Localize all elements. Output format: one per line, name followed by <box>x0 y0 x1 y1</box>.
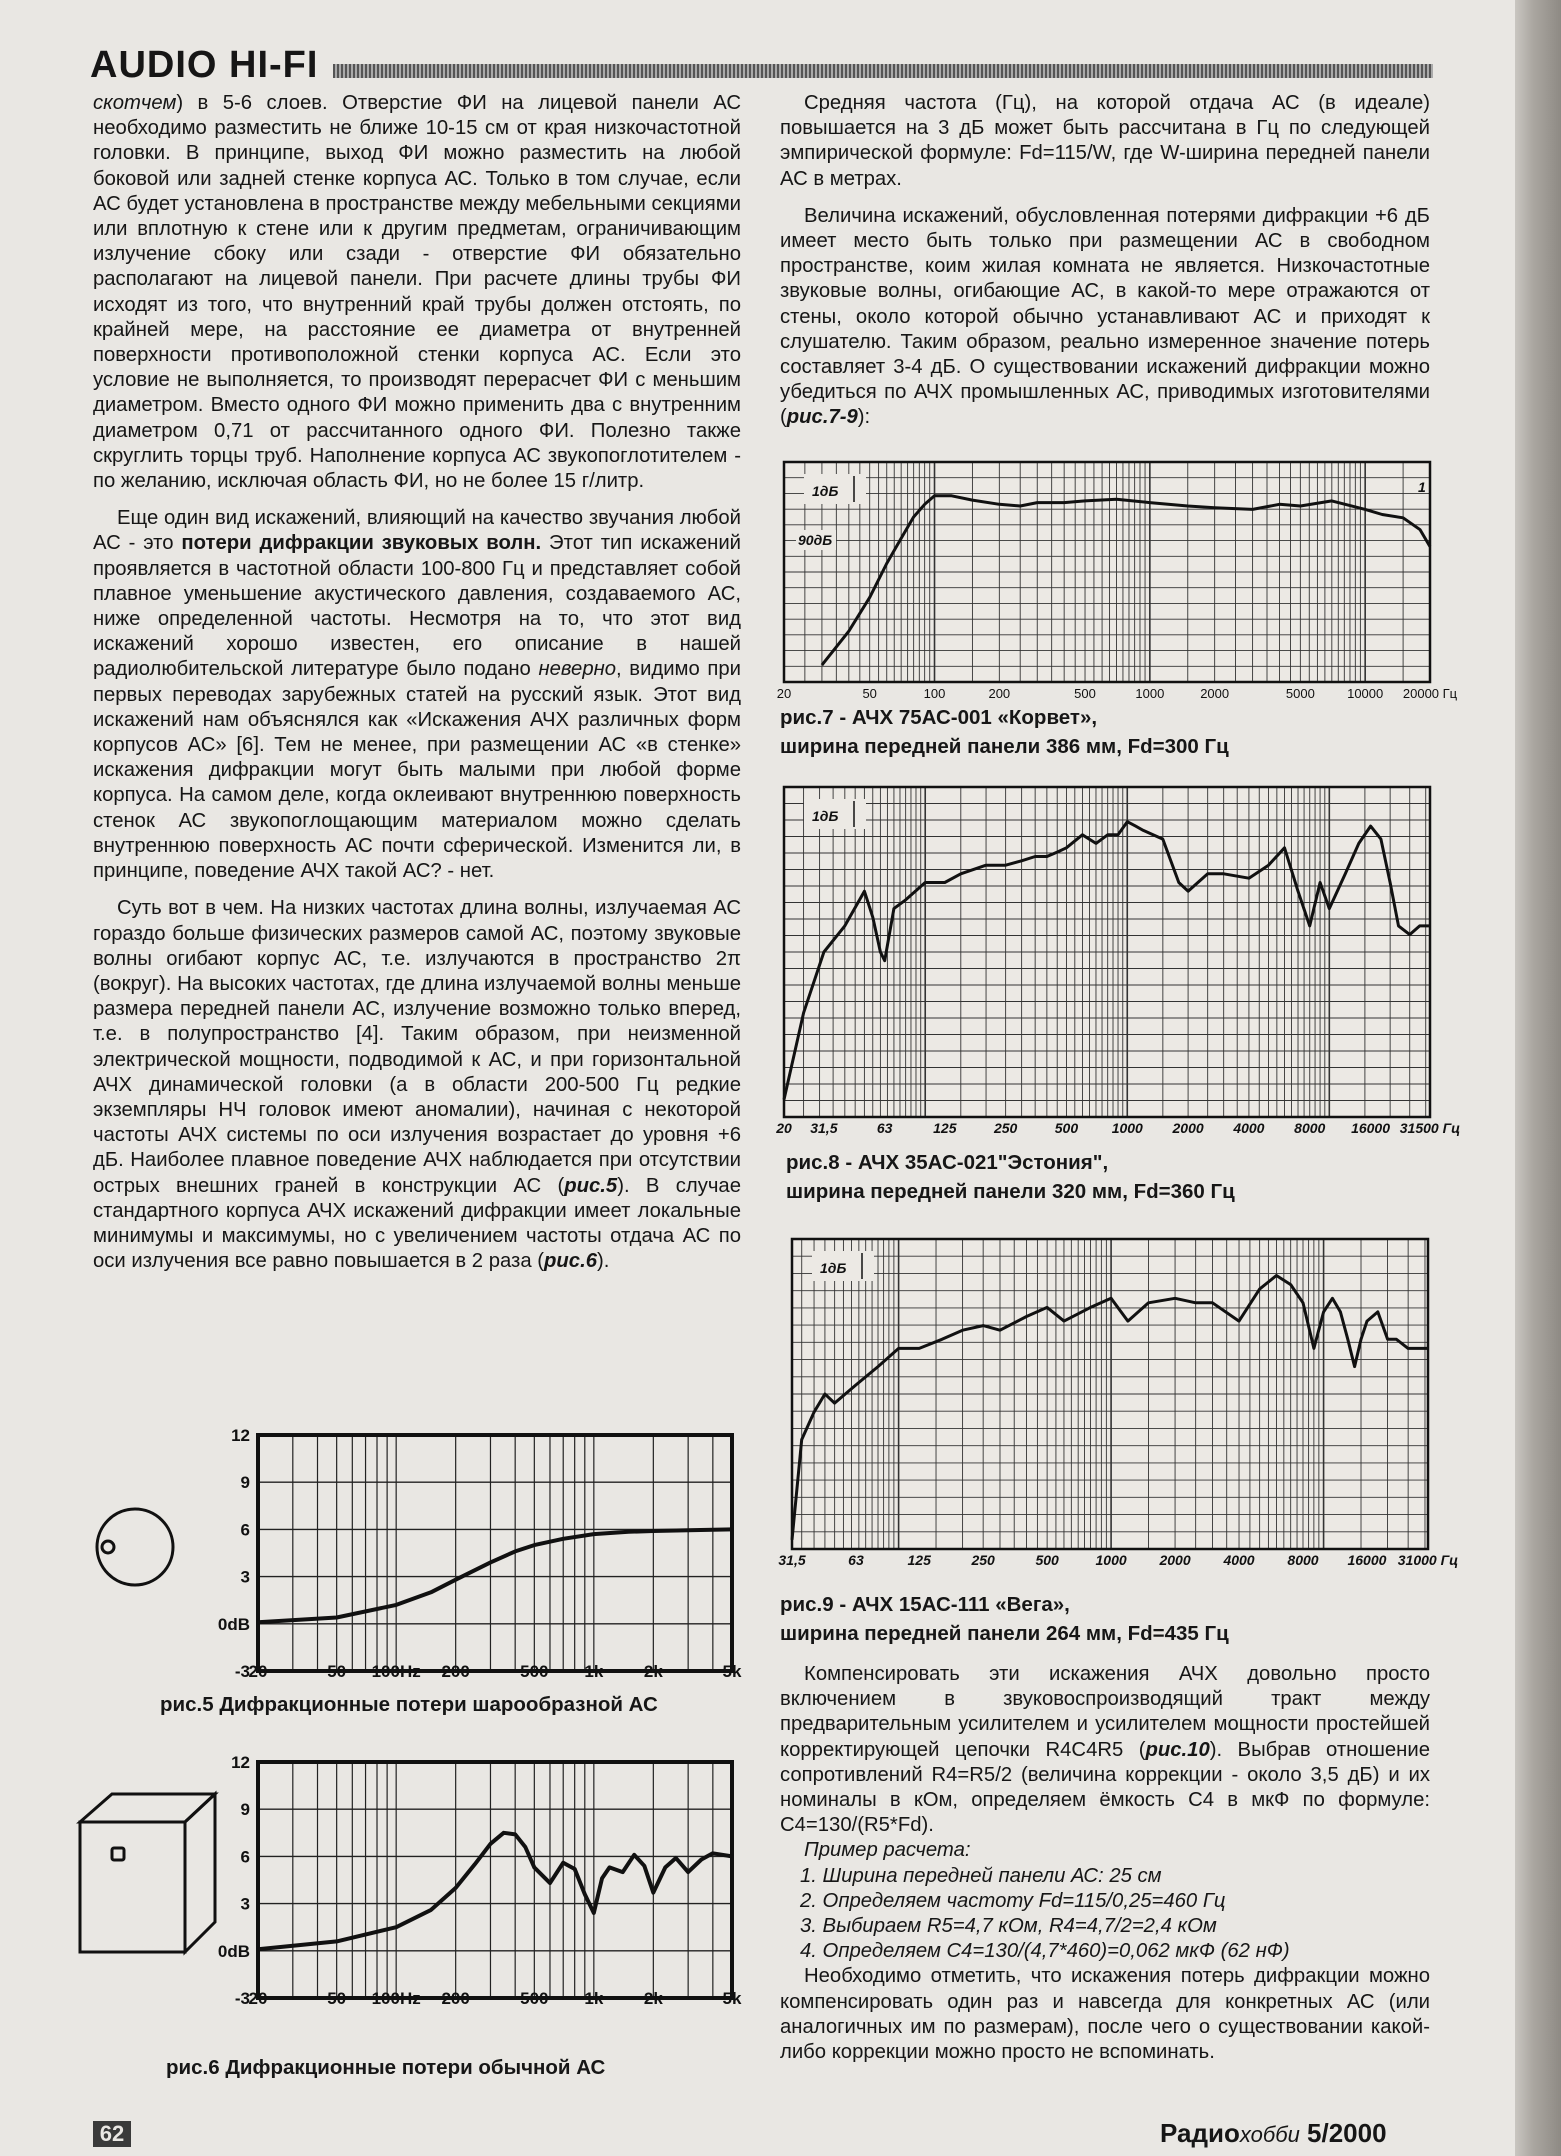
x-tick-label: 500 <box>520 1662 549 1681</box>
magazine-issue: Радиохобби 5/2000 <box>1160 2118 1387 2148</box>
y-tick-label: 9 <box>240 1800 250 1820</box>
x-tick-label: 2000 <box>1200 686 1230 701</box>
x-tick-label: 125 <box>933 1120 957 1136</box>
x-tick-label: 20 <box>776 1120 792 1136</box>
fig7-chart <box>776 458 1458 703</box>
example-step-2: 2. Определяем частоту Fd=115/0,25=460 Гц <box>800 1889 1226 1912</box>
x-tick-label: 200 <box>441 1989 470 2008</box>
x-tick-label: 1000 <box>1111 1120 1143 1136</box>
fig6-caption: рис.6 Дифракционные потери обычной АС <box>166 2056 606 2079</box>
right-column-bottom-text <box>780 1662 1430 2065</box>
x-tick-label: 200 <box>988 686 1011 701</box>
x-tick-label: 2k <box>643 1989 663 2008</box>
y-tick-label: -3 <box>234 1662 250 1681</box>
example-heading: Пример расчета: <box>804 1839 971 1862</box>
x-tick-label: 20 <box>776 686 792 701</box>
x-tick-label: 250 <box>993 1120 1018 1136</box>
box-speaker-icon <box>80 1794 215 1952</box>
curve-number-label: 1 <box>1418 479 1426 495</box>
section-title: AUDIO HI-FI <box>90 44 319 86</box>
fig9-chart <box>780 1235 1460 1580</box>
fig9-caption <box>780 1590 1229 1648</box>
y-tick-label: 3 <box>240 1567 250 1587</box>
fig5-caption: рис.5 Дифракционные потери шарообразной АС <box>160 1693 658 1716</box>
fig7-caption <box>780 703 1229 761</box>
x-tick-label: 1000 <box>1135 686 1165 701</box>
y-tick-label: -3 <box>234 1989 250 2008</box>
y-tick-label: 6 <box>240 1520 250 1540</box>
fig5-chart <box>90 1425 750 1690</box>
x-tick-label: 63 <box>876 1120 893 1136</box>
x-tick-label: 31,5 <box>778 1552 806 1568</box>
y-tick-label: 6 <box>240 1847 250 1867</box>
chart-frame <box>258 1435 732 1671</box>
sphere-speaker-icon <box>97 1509 173 1585</box>
x-tick-label: 2000 <box>1159 1552 1191 1568</box>
ref-level-label: 90дБ <box>798 532 833 548</box>
fig8-caption <box>786 1148 1235 1206</box>
scale-marker-label: 1дБ <box>812 808 839 824</box>
y-tick-label: 12 <box>231 1426 250 1445</box>
x-tick-label: 1k <box>584 1989 604 2008</box>
paragraph: Еще один вид искажений, влияющий на качество звучания любой АС - это потери дифракции звуковых волн. Этот тип искажений проявляется в частотной области 100-800 Гц и представляет собой плавное уменьшение акустического давления, создаваемого АС, ниже определенной частоты. Несмотря на то, что этот вид искажений хорошо известен, его описание в нашей радиолюбительской литературе было подано неверно, видимо при первых переводах зарубежных статей на русский язык. Этот вид искажений нам объяснялся как «Искажения АЧХ различных форм корпусов АС» [6]. Тем не менее, при размещении АС «в стенке» искажения дифракции могут быть малыми при любой форме корпуса. На самом деле, когда оклеивают внутреннюю поверхность стенок АС звукопоглощающим материалом можно сделать внутреннюю поверхность АС почти сферической. Изменится ли, в принципе, поведение АЧХ такой АС? - нет. <box>93 507 741 883</box>
paragraph: скотчем) в 5-6 слоев. Отверстие ФИ на лицевой панели АС необходимо разместить не ближе 10-15 см от края низкочастотной головки. В принципе, выход ФИ можно разместить на любой боковой или задней стенке корпуса АС. Только в том случае, если АС будет установлена в пространстве между мебельными секциями или вплотную к стене или к другим предметам, ограничивающим излучение сбоку или сзади - отверстие ФИ обязательно располагают на лицевой панели. При расчете длины трубы ФИ исходят из того, что внутренний край трубы должен отстоять, по крайней мере, на расстояние ее диаметра от внутренней поверхности противоположной стенки корпуса АС. Если это условие не выполняется, то производят перерасчет ФИ с меньшим диаметром. Вместо одного ФИ можно применить два с внутренним диаметром 0,71 от рассчитанного одного ФИ. Полезно также скруглить торцы труб. Наполнение корпуса АС звукопоглотителем - по желанию, исключая область ФИ, но не более 15 г/литр. <box>93 92 741 493</box>
y-tick-label: 9 <box>240 1473 250 1493</box>
response-curve <box>258 1833 732 1949</box>
x-tick-label: 250 <box>971 1552 995 1568</box>
x-tick-label: 125 <box>907 1552 931 1568</box>
x-tick-label: 20 <box>248 1662 268 1681</box>
y-tick-label: 0dB <box>217 1941 250 1961</box>
page-edge-shadow <box>1515 0 1561 2156</box>
compensation-paragraph <box>780 1662 1430 1838</box>
paragraph: Компенсировать эти искажения АЧХ довольно просто включением в звуковоспроизводящий тракт между предварительным усилителем и усилителем мощности простейшей корректирующей цепочки R4C4R5 (рис.10). Выбрав отношение сопротивлений R4=R5/2 (величина коррекции - около 3,5 дБ) и их номиналы в кОм, определяем ёмкость С4 в мкФ по формуле: C4=130/(R5*Fd). <box>780 1663 1430 1837</box>
fig9-caption-line2: ширина передней панели 264 мм, Fd=435 Гц <box>780 1622 1229 1645</box>
x-tick-label: 5000 <box>1285 686 1315 701</box>
scale-marker-label: 1дБ <box>812 483 839 499</box>
x-tick-label: 500 <box>1054 1120 1079 1136</box>
example-step-1: 1. Ширина передней панели АС: 25 см <box>800 1864 1162 1887</box>
x-tick-label: 2k <box>643 1662 663 1681</box>
x-tick-label: 31500 Гц <box>1399 1120 1461 1136</box>
fig8-caption-line1: рис.8 - АЧХ 35АС-021"Эстония", <box>786 1151 1109 1174</box>
x-tick-label: 500 <box>520 1989 549 2008</box>
x-tick-label: 20000 Гц <box>1402 686 1458 701</box>
x-tick-label: 20 <box>248 1989 268 2008</box>
x-tick-label: 500 <box>1035 1552 1059 1568</box>
x-tick-label: 16000 <box>1347 1552 1387 1568</box>
x-tick-label: 5k <box>722 1662 742 1681</box>
paragraph: Средняя частота (Гц), на которой отдача АС (в идеале) повышается на 3 дБ может быть рассчитана в Гц по следующей эмпирической формуле: Fd=115/W, где W-ширина передней панели АС в метрах. <box>780 92 1430 190</box>
right-column-top-text <box>780 91 1430 431</box>
response-curve <box>258 1529 732 1622</box>
x-tick-label: 63 <box>848 1552 864 1568</box>
x-tick-label: 31,5 <box>810 1120 838 1136</box>
y-tick-label: 12 <box>231 1753 250 1772</box>
fig7-caption-line1: рис.7 - АЧХ 75АС-001 «Корвет», <box>780 706 1098 729</box>
page-number: 62 <box>93 2121 131 2147</box>
x-tick-label: 50 <box>327 1662 347 1681</box>
fig7-caption-line2: ширина передней панели 386 мм, Fd=300 Гц <box>780 735 1229 758</box>
x-tick-label: 2000 <box>1172 1120 1204 1136</box>
x-tick-label: 8000 <box>1294 1120 1326 1136</box>
x-tick-label: 100Hz <box>371 1989 421 2008</box>
x-tick-label: 4000 <box>1233 1120 1265 1136</box>
closing-paragraph: Необходимо отметить, что искажения потерь дифракции можно компенсировать один раз и навсегда для конкретных АС (или аналогичных им по размерам), после чего о существовании какой-либо коррекции можно просто не вспоминать. <box>780 1965 1430 2064</box>
x-tick-label: 4000 <box>1223 1552 1255 1568</box>
x-tick-label: 100 <box>923 686 946 701</box>
example-step-3: 3. Выбираем R5=4,7 кОм, R4=4,7/2=2,4 кОм <box>800 1915 1217 1938</box>
x-tick-label: 50 <box>327 1989 347 2008</box>
example-step-4: 4. Определяем С4=130/(4,7*460)=0,062 мкФ (62 нФ) <box>800 1940 1290 1963</box>
x-tick-label: 200 <box>441 1662 470 1681</box>
x-tick-label: 5k <box>722 1989 742 2008</box>
x-tick-label: 1k <box>584 1662 604 1681</box>
fig8-chart <box>776 783 1461 1148</box>
scale-marker-label: 1дБ <box>820 1260 847 1276</box>
x-tick-label: 31000 Гц <box>1397 1552 1459 1568</box>
paragraph: Величина искажений, обусловленная потерями дифракции +6 дБ имеет место быть только при размещении АС в свободном пространстве, коим жилая комната не является. Низкочастотные звуковые волны, огибающие АС, в какой-то мере отражаются от стены, около которой обычно устанавливают АС и приходят к слушателю. Таким образом, реально измеренное значение потерь составляет 3-4 дБ. О существовании искажений дифракции можно убедиться по АЧХ промышленных АС, приводимых изготовителями (рис.7-9): <box>780 204 1430 429</box>
x-tick-label: 1000 <box>1095 1552 1127 1568</box>
x-tick-label: 500 <box>1074 686 1096 701</box>
x-tick-label: 10000 <box>1347 686 1384 701</box>
fig8-caption-line2: ширина передней панели 320 мм, Fd=360 Гц <box>786 1180 1235 1203</box>
y-tick-label: 3 <box>240 1894 250 1914</box>
x-tick-label: 50 <box>862 686 877 701</box>
paragraph: Суть вот в чем. На низких частотах длина волны, излучаемая АС гораздо больше физических размеров самой АС, поэтому звуковые волны огибают корпус АС, т.е. излучаются в пространство 2π (вокруг). На высоких частотах, где длина излучаемой волны меньше размера передней панели АС, излучение возможно только вперед, т.е. в полупространство [4]. Таким образом, при неизменной электрической мощности, подводимой к АС, и при горизонтальной АЧХ динамической головки (а в области 200-500 Гц редкие экземпляры НЧ головок имеют аномалии), начиная с некоторой частоты АЧХ системы по оси излучения возрастает до уровня +6 дБ. Наиболее плавное поведение АЧХ наблюдается при отсутствии острых внешних граней в конструкции АС (рис.5). В случае стандартного корпуса АЧХ искажений дифракции имеет локальные минимумы и максимумы, но с увеличением частоты отдача АС по оси излучения все равно повышается в 2 раза (рис.6). <box>93 897 741 1273</box>
x-tick-label: 8000 <box>1287 1552 1319 1568</box>
left-column-text <box>93 91 741 1274</box>
x-tick-label: 16000 <box>1351 1120 1391 1136</box>
y-tick-label: 0dB <box>217 1614 250 1634</box>
fig6-chart <box>70 1752 750 2017</box>
header-rule <box>333 64 1433 78</box>
x-tick-label: 100Hz <box>371 1662 421 1681</box>
fig9-caption-line1: рис.9 - АЧХ 15АС-111 «Вега», <box>780 1593 1070 1616</box>
